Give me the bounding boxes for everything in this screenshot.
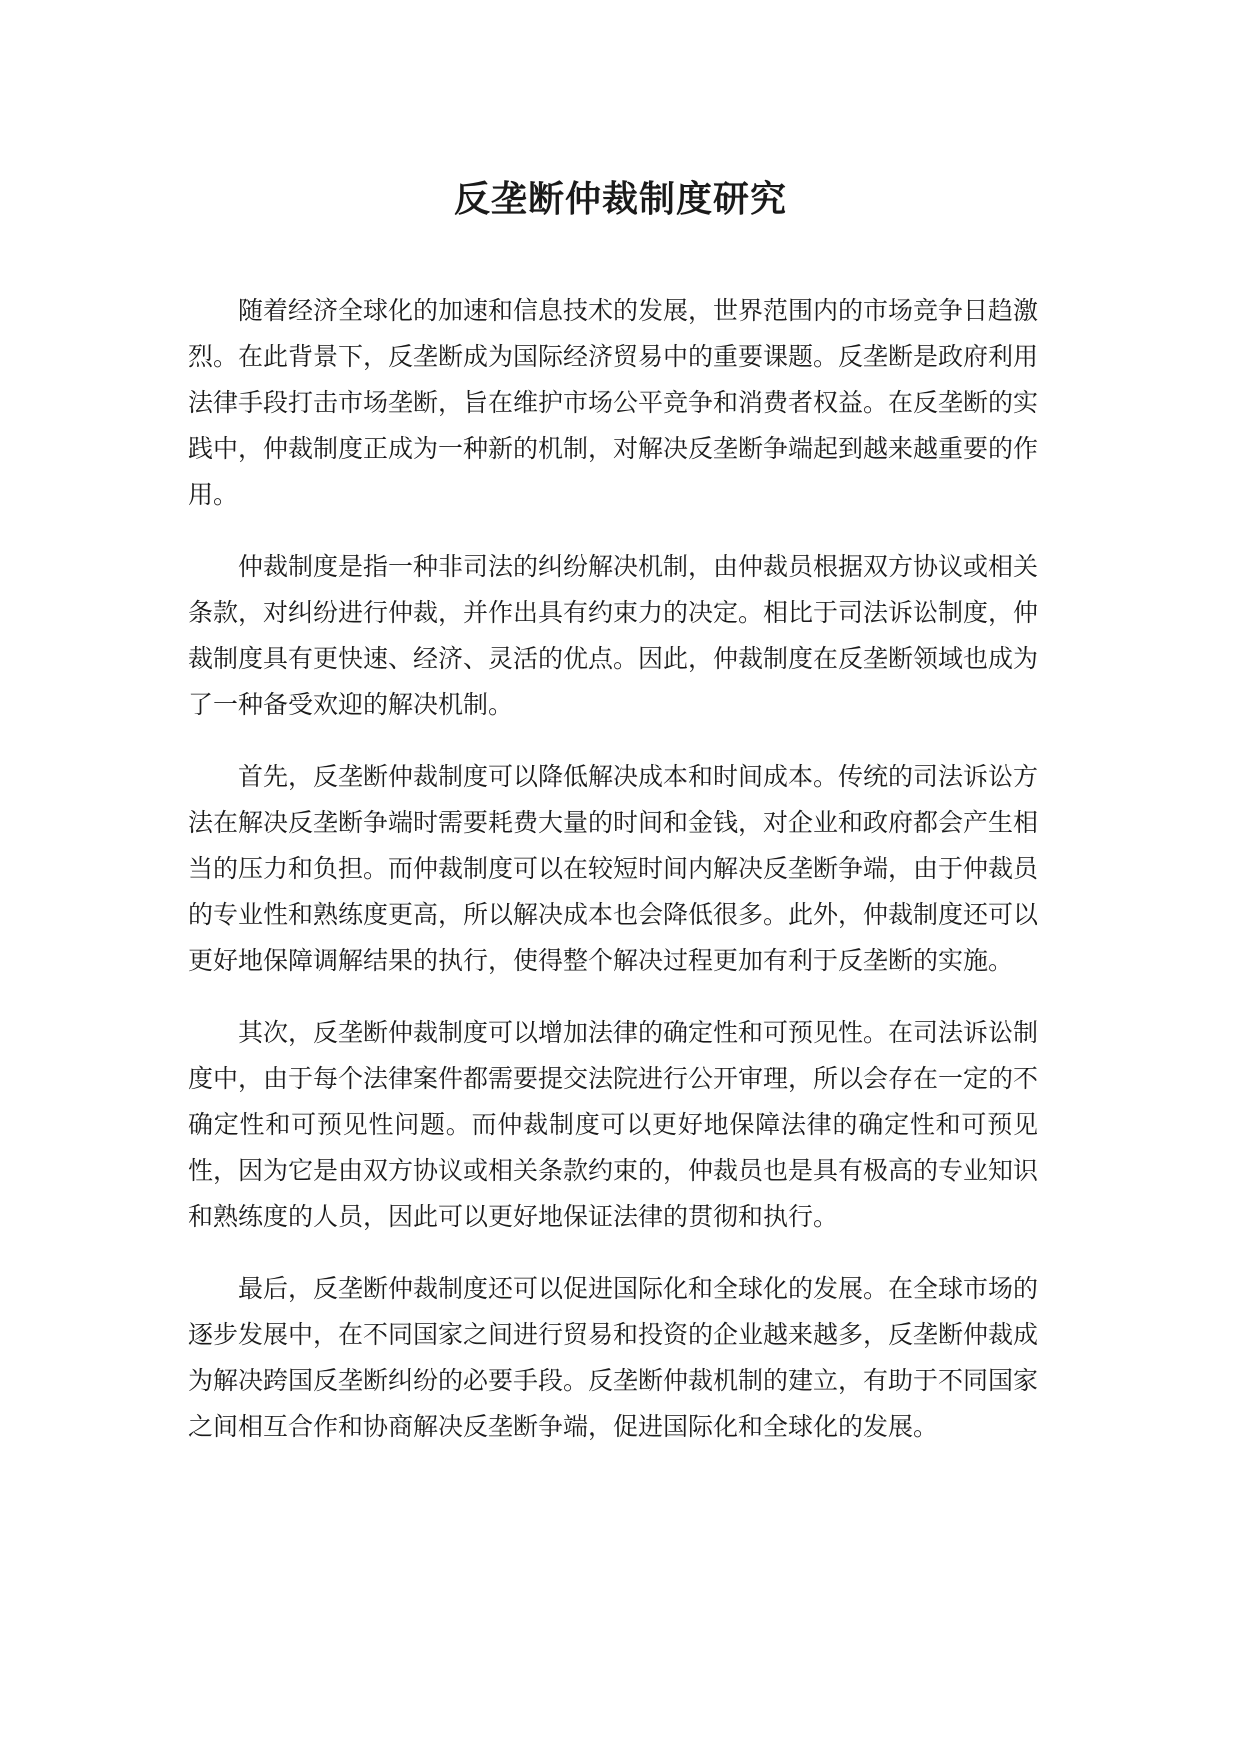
paragraph-5: 最后，反垄断仲裁制度还可以促进国际化和全球化的发展。在全球市场的逐步发展中，在不同国家之间进行贸易和投资的企业越来越多，反垄断仲裁成为解决跨国反垄断纠纷的必要手段。反垄断仲裁机制的建立，有助于不同国家之间相互合作和协商解决反垄断争端，促进国际化和全球化的发展。 (188, 1274, 1039, 1441)
document-title: 反垄断仲裁制度研究 (453, 179, 787, 220)
paragraph-3: 首先，反垄断仲裁制度可以降低解决成本和时间成本。传统的司法诉讼方法在解决反垄断争端时需要耗费大量的时间和金钱，对企业和政府都会产生相当的压力和负担。而仲裁制度可以在较短时间内解决反垄断争端，由于仲裁员的专业性和熟练度更高，所以解决成本也会降低很多。此外，仲裁制度还可以更好地保障调解结果的执行，使得整个解决过程更加有利于反垄断的实施。 (188, 762, 1039, 975)
document-body (188, 288, 1038, 1476)
paragraph-2: 仲裁制度是指一种非司法的纠纷解决机制，由仲裁员根据双方协议或相关条款，对纠纷进行仲裁，并作出具有约束力的决定。相比于司法诉讼制度，仲裁制度具有更快速、经济、灵活的优点。因此，仲裁制度在反垄断领域也成为了一种备受欢迎的解决机制。 (188, 552, 1039, 719)
paragraph-4: 其次，反垄断仲裁制度可以增加法律的确定性和可预见性。在司法诉讼制度中，由于每个法律案件都需要提交法院进行公开审理，所以会存在一定的不确定性和可预见性问题。而仲裁制度可以更好地保障法律的确定性和可预见性，因为它是由双方协议或相关条款约束的，仲裁员也是具有极高的专业知识和熟练度的人员，因此可以更好地保证法律的贯彻和执行。 (188, 1018, 1039, 1231)
paragraph-1: 随着经济全球化的加速和信息技术的发展，世界范围内的市场竞争日趋激烈。在此背景下，反垄断成为国际经济贸易中的重要课题。反垄断是政府利用法律手段打击市场垄断，旨在维护市场公平竞争和消费者权益。在反垄断的实践中，仲裁制度正成为一种新的机制，对解决反垄断争端起到越来越重要的作用。 (188, 296, 1039, 509)
